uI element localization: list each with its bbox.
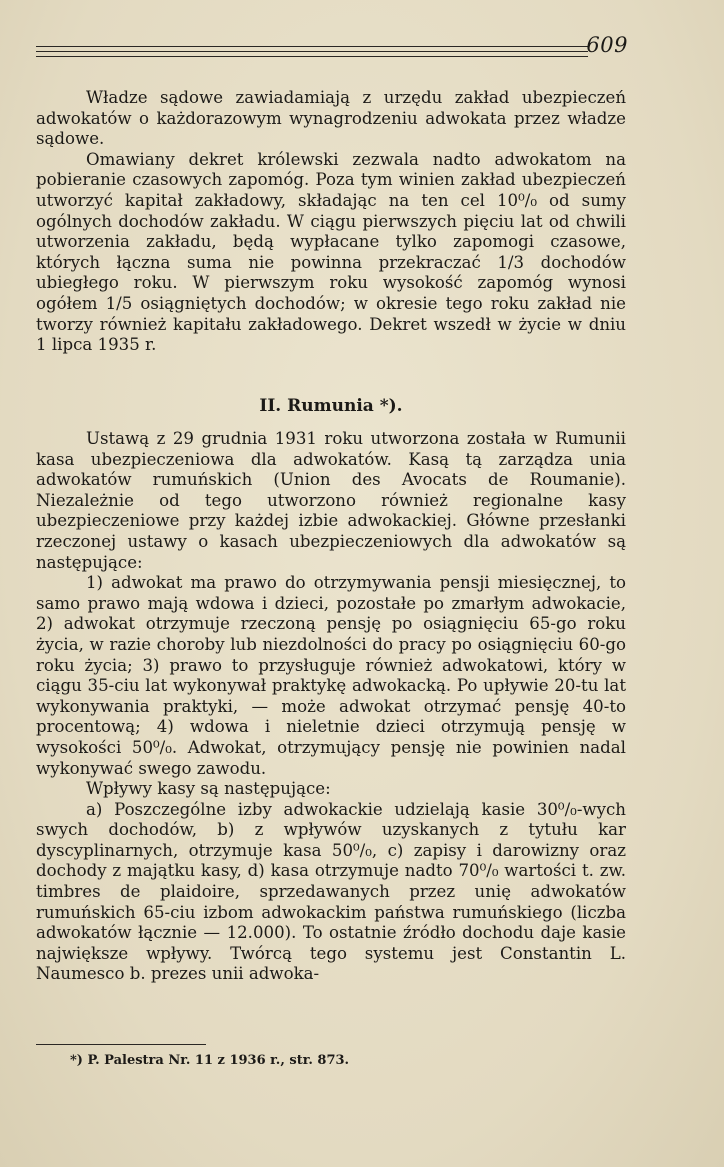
section-1-text (36, 88, 626, 356)
header-rule (36, 56, 588, 57)
footnote-rule (36, 1044, 206, 1045)
paragraph: a) Poszczególne izby adwokackie udzielają kasie 30⁰/₀-wych swych dochodów, b) z wpływów uzyskanych z tytułu kar dyscyplinarnych, otrzymuje kasa 50⁰/₀, c) zapisy i darowizny oraz dochody z majątku kasy, d) kasa otrzymuje nadto 70⁰/₀ wartości t. zw. timbres de plaidoire, sprzedawanych przez unię adwokatów rumuńskich 65-ciu izbom adwokackim państwa rumuńskiego (liczba adwokatów łącznie — 12.000). To ostatnie źródło dochodu daje kasie największe wpływy. Twórcą tego systemu jest Constantin L. Naumesco b. prezes unii adwoka- (36, 799, 626, 984)
footnote: *) P. Palestra Nr. 11 z 1936 r., str. 873. (70, 1053, 350, 1068)
paragraph: 1) adwokat ma prawo do otrzymywania pensji miesięcznej, to samo prawo mają wdowa i dzieci, pozostałe po zmarłym adwokacie, 2) adwokat otrzymuje rzeczoną pensję po osiągnięciu 65-go roku życia, w razie choroby lub niezdolności do pracy po osiągnięciu 60-go roku życia; 3) prawo to przysługuje również adwokatowi, który w ciągu 35-ciu lat wykonywał praktykę adwokacką. Po upływie 20-tu lat wykonywania praktyki, — może adwokat otrzymać pensję 40-to procentową; 4) wdowa i nieletnie dzieci otrzymują pensję w wysokości 50⁰/₀. Adwokat, otrzymujący pensję nie powinien nadal wykonywać swego zawodu. (36, 573, 626, 778)
page-number: 609 (586, 33, 628, 57)
paragraph: Ustawą z 29 grudnia 1931 roku utworzona została w Rumunii kasa ubezpieczeniowa dla adwokatów. Kasą tą zarządza unia adwokatów rumuńskich (Union des Avocats de Roumanie). Niezależnie od tego utworzono również regionalne kasy ubezpieczeniowe przy każdej izbie adwokackiej. Główne przesłanki rzeczonej ustawy o kasach ubezpieczeniowych dla adwokatów są następujące: (36, 429, 626, 572)
paragraph: Omawiany dekret królewski zezwala nadto adwokatom na pobieranie czasowych zapomóg. Poza tym winien zakład ubezpieczeń utworzyć kapitał zakładowy, składając na ten cel 10⁰/₀ od sumy ogólnych dochodów zakładu. W ciągu pierwszych pięciu lat od chwili utworzenia zakładu, będą wypłacane tylko zapomogi czasowe, których łączna suma nie powinna przekraczać 1/3 dochodów ubiegłego roku. W pierwszym roku wysokość zapomóg wynosi ogółem 1/5 osiągniętych dochodów; w okresie tego roku zakład nie tworzy również kapitału zakładowego. Dekret wszedł w życie w dniu 1 lipca 1935 r. (36, 149, 626, 355)
paragraph: Wpływy kasy są następujące: (86, 779, 331, 799)
section-2-text (36, 429, 626, 985)
header-rule (36, 51, 588, 52)
header-rule (36, 46, 588, 47)
section-heading: II. Rumunia *). (259, 396, 403, 416)
paragraph: Władze sądowe zawiadamiają z urzędu zakład ubezpieczeń adwokatów o każdorazowym wynagrodzeniu adwokata przez władze sądowe. (36, 88, 626, 149)
